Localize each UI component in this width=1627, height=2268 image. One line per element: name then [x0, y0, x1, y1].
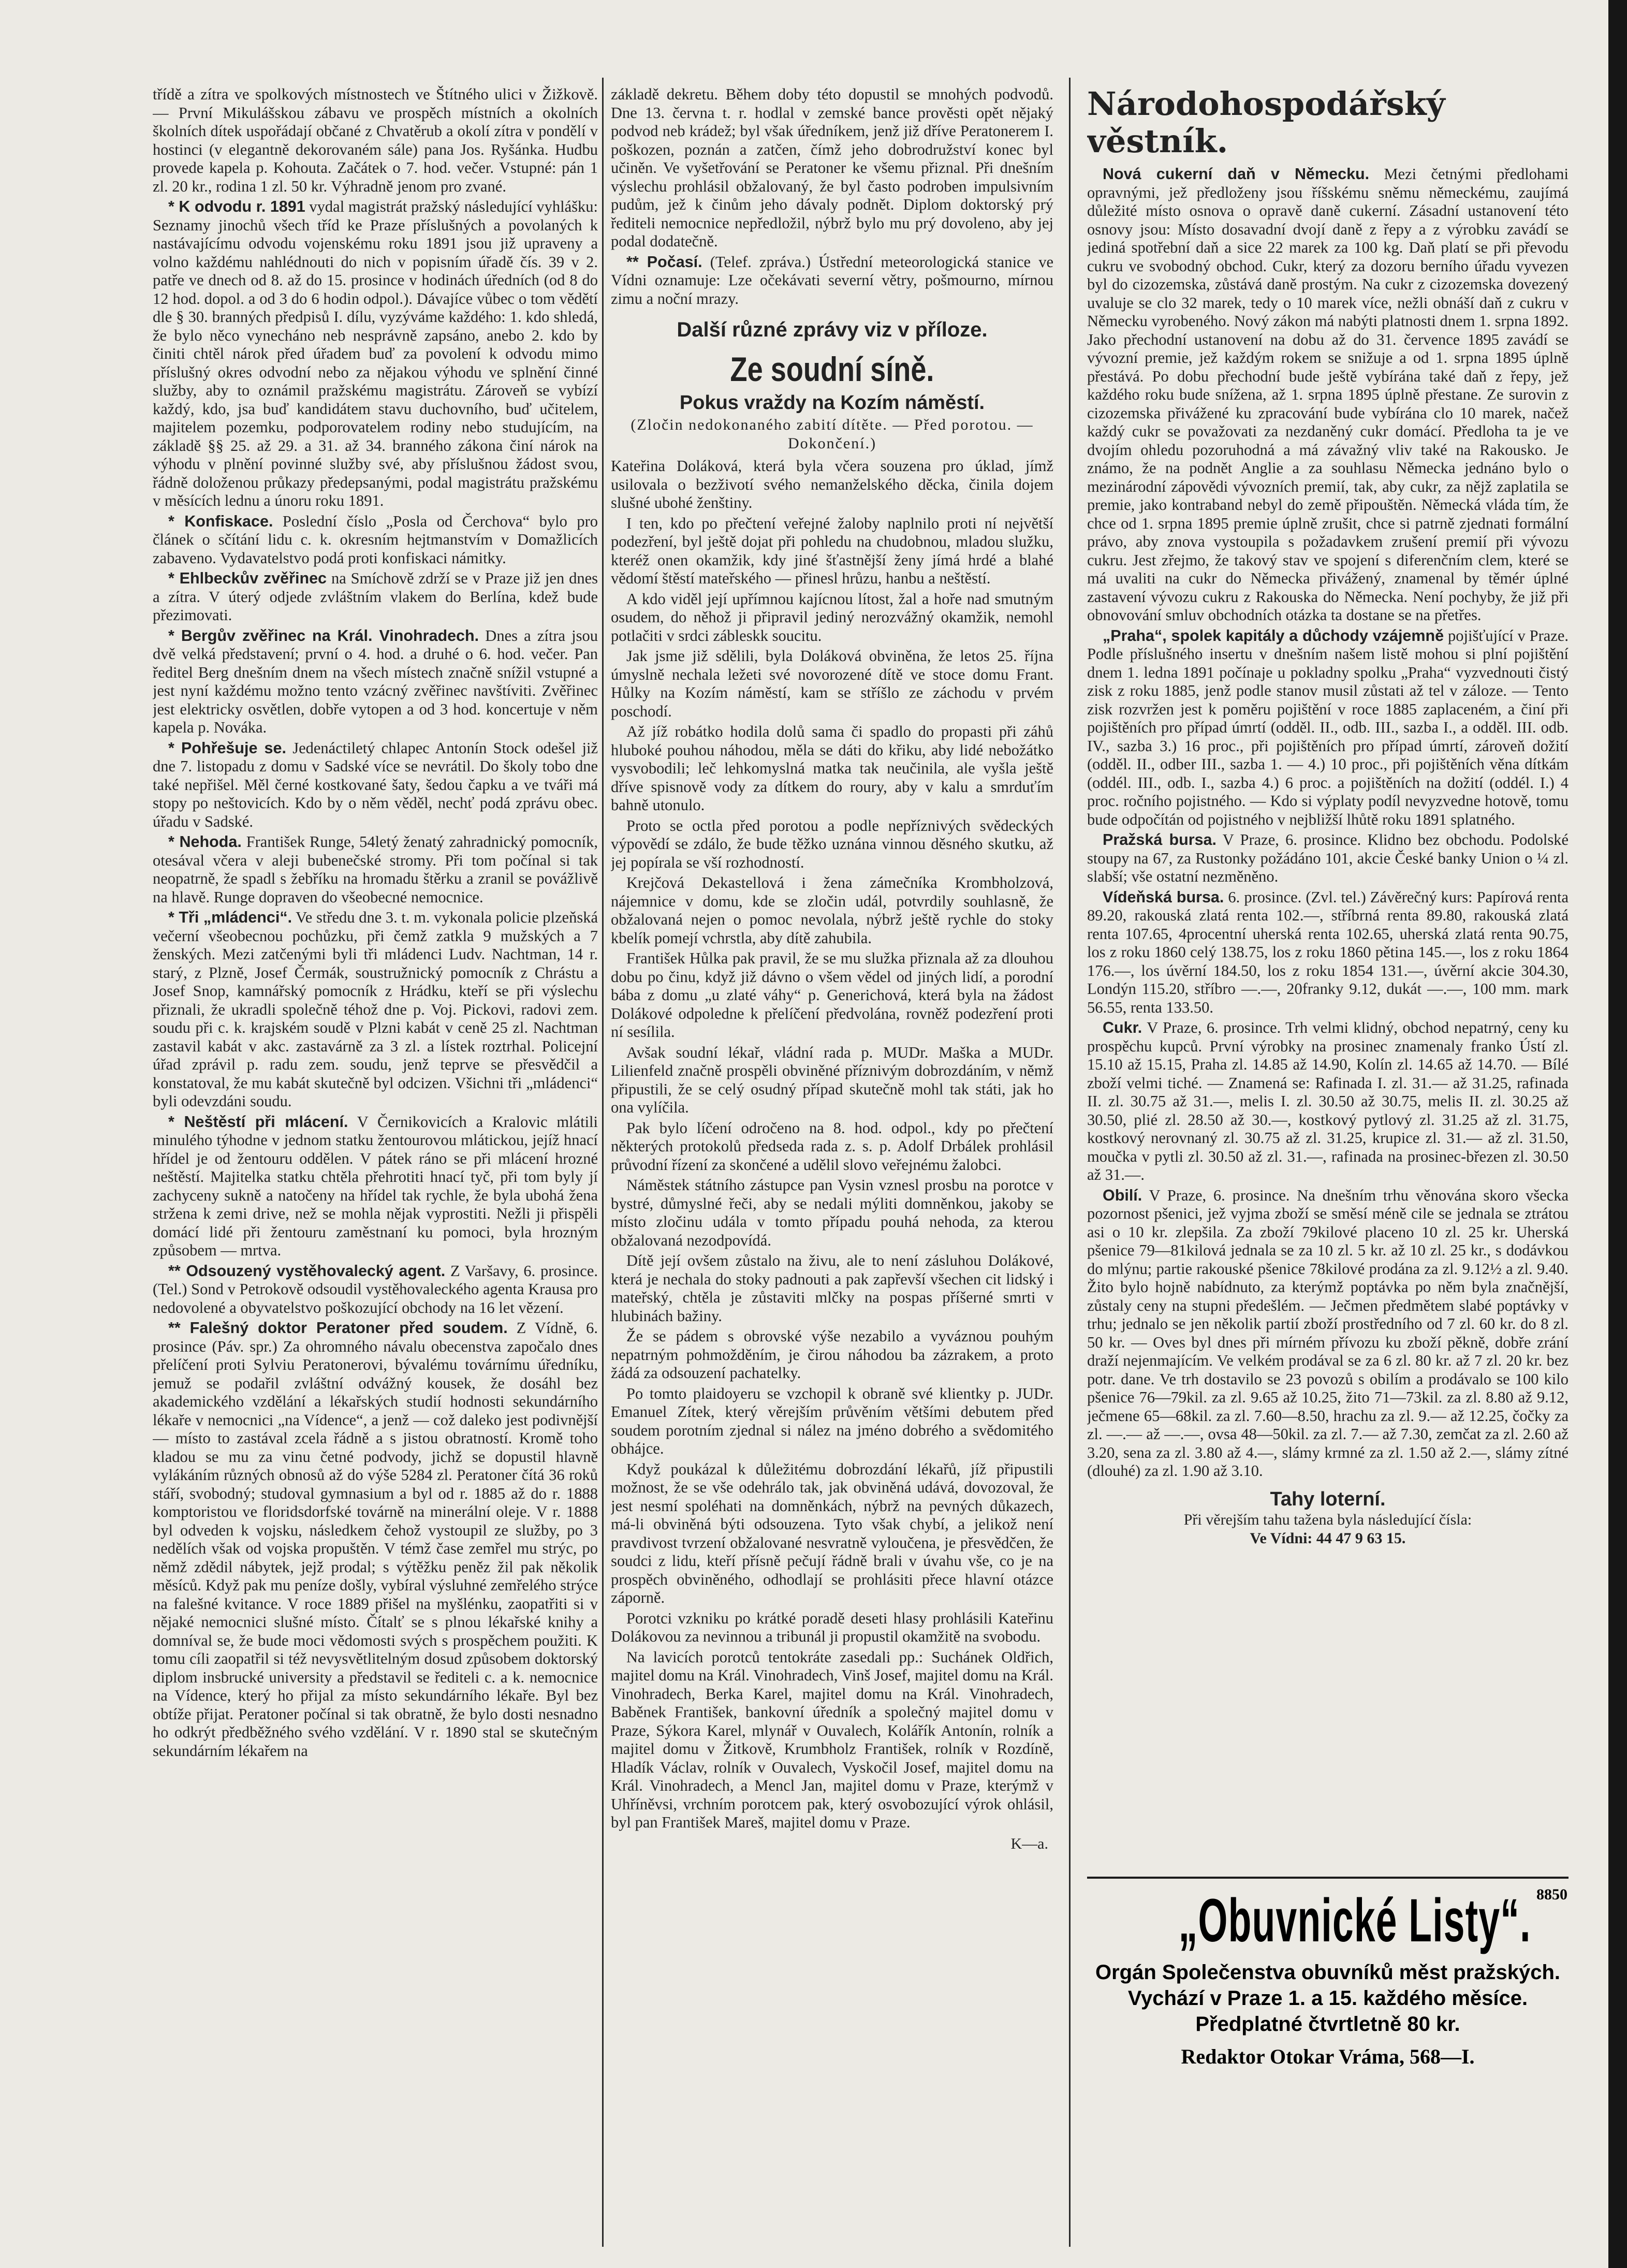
ad-editor: Redaktor Otokar Vráma, 568—I.	[1181, 2045, 1475, 2068]
court-paragraph	[611, 515, 1053, 588]
news-paragraph	[153, 569, 598, 625]
court-paragraph	[611, 1385, 1053, 1458]
news-text: Z Varšavy, 6. prosince. (Tel.) Sond v Petrokově odsoudil vystěhovaleckého agenta Krausa pro nedovolené a obyvatelstvo poškozující obchody na 16 let vězení.	[153, 1262, 598, 1316]
ad-number: 8850	[1536, 1886, 1567, 1903]
economic-headline: Cukr.	[1103, 1019, 1142, 1036]
court-paragraph	[611, 590, 1053, 646]
ad-description: Orgán Společenstva obuvníků měst pražských. Vychází v Praze 1. a 15. každého měsíce. Předplatné čtvrtletně 80 kr.	[1095, 1961, 1561, 2036]
court-text: Na lavicích porotců tentokráte zasedali pp.: Suchánek Oldřich, majitel domu na Král. Vinohradech, Vinš Josef, majitel domu na Král. Vinohradech, Berka Karel, majitel domu na Král. Vinohradech, Baběnek František, bankovní úředník a společný majitel domu v Praze, Sýkora Karel, mlynář v Ouvalech, Kolářík Antonín, rolník a majitel domu v Žitkově, Krumbholz František, rolník v Rozdíně, Hladík Václav, rolník v Ouvalech, Vyskočil Josef, majitel domu na Král. Vinohradech, a Mencl Jan, majitel domu v Praze, kterýmž v Uhříněvsi, vrchním porotcem pak, který osvobozující výrok ohlásil, byl pan František Mareš, majitel domu v Praze.	[611, 1648, 1053, 1831]
news-text: Poslední číslo „Posla od Čerchova“ bylo pro článek o sčítání lidu c. k. okresním hejtmanstvím v Domažlicích zabaveno. Vydavatelstvo podá proti konfiskaci námitky.	[153, 512, 598, 567]
news-headline: * Bergův zvěřinec na Král. Vinohradech.	[168, 626, 479, 645]
news-text: František Runge, 54letý ženatý zahradnický pomocník, otesával včera v aleji bubenečské stromy. Při tom počínal si tak neopatrně, že spadl s žebříku na hromadu štěrku a zranil se povážlivě na hlavě. Runge dopraven do všeobecné nemocnice.	[153, 833, 598, 906]
news-headline: * Pohřešuje se.	[168, 739, 286, 757]
court-section-title: Ze soudní síně.	[730, 350, 934, 388]
news-headline: ** Odsouzený vystěhovalecký agent.	[168, 1262, 446, 1280]
court-paragraph	[611, 1119, 1053, 1175]
economic-text: V Praze, 6. prosince. Klidno bez obchodu. Podolské stoupy na 67, za Rustonky požádáno 101, akcie České banky Union o ¼ zl. slabší; vše ostatní nezměněno.	[1087, 831, 1569, 885]
news-text: V Černikovicích a Kralovic mlátili minulého týhodne v jednom statku žentourovou mlátickou, jejíž hnací hřídel je od žentouru oddělen. V pátek ráno se při mlácení hrozné neštěstí. Majitelka statku chtěla přehrotiti hnací tyč, při tom byly jí zachyceny sukně a natočeny na hřídel tak rychle, že byla ubohá žena stržena k zemi drive, než se mohla nějak vyprostiti. Nežli ji přispěli domácí lidé při žentouru zaměstnaní ku pomoci, byla hrozným způsobem — mrtva.	[153, 1113, 598, 1259]
news-paragraph	[153, 739, 598, 831]
economic-text: pojišťující v Praze. Podle příslušného insertu v dnešním našem listě mohou si plní pojištění dnem 1. ledna 1891 počínaje u pokladny spolku „Praha“ vyzvednouti čistý zisk z roku 1885, jenž podle stanov musil zůstati až tel v záloze. — Tento zisk rozvržen jest k poměru pojištění v roce 1885 zaplaceném, a činí při pojištěních pro případ úmrtí (odděl. II., odb. III., sazba I., a odděl. III. odb. IV., sazba 3.) 16 proc., při pojištěních pro případ úmrtí, zároveň dožití (odděl. II., odber III., sazba 1. — 4.) 10 proc., při pojištěních věna dítkám (oddél. III., odb. I., sazba 4.) 6 proc. a pojištěních na dožití (oddél. I.) 4 proc. ročního pojistného. — Kdo si výplaty podíl nevyzvedne hotově, tomu bude odpočítán od pojistného v nejbližší lhůtě roku 1891 splatného.	[1087, 626, 1569, 828]
news-paragraph	[611, 253, 1053, 309]
economic-paragraph	[1087, 165, 1569, 625]
court-article-subtitle: (Zločin nedokonaného zabití dítěte. — Před porotou. — Dokončení.)	[631, 416, 1034, 452]
court-paragraph	[611, 817, 1053, 872]
column-divider	[1069, 78, 1071, 2247]
court-text: Že se pádem s obrovské výše nezabilo a vyváznou pouhým nepatrným pohmožděním, je čirou náhodou ba zázrakem, a proto žádá za odsouzení pachatelky.	[611, 1327, 1053, 1382]
court-paragraph	[611, 647, 1053, 721]
economic-text: 6. prosince. (Zvl. tel.) Závěrečný kurs: Papírová renta 89.20, rakouská zlatá renta 102.—, stříbrná renta 89.80, rakouská zlatá renta 107.65, 4procentní uherská renta 102.65, uherská zlatá renta 90.75, los z roku 1860 celý 138.75, los z roku 1860 pětina 145.—, los z roku 1864 176.—, los úvěrní 184.50, los z roku 1854 131.—, úvěrní akcie 304.30, Londýn 115.20, stříbro —.—, 20franky 9.12, dukát —.—, 100 mm. mark 56.55, renta 133.50.	[1087, 888, 1569, 1016]
court-paragraph	[611, 1252, 1053, 1325]
advertisement	[1087, 1877, 1569, 2218]
court-paragraph	[611, 1327, 1053, 1383]
economic-headline: Vídeňská bursa.	[1103, 888, 1224, 906]
economic-headline: Nová cukerní daň v Německu.	[1103, 165, 1370, 183]
news-paragraph	[153, 198, 598, 510]
court-paragraph	[611, 874, 1053, 947]
court-text: Po tomto plaidoyeru se vzchopil k obraně své klientky p. JUDr. Emanuel Zítek, který věrejším průvěním většími debutem před soudem porotním zjednal si nález na jméno dobrého a svědomitého obhájce.	[611, 1384, 1053, 1457]
news-paragraph	[153, 909, 598, 1111]
court-text: Proto se octla před porotou a podle nepříznivých svědeckých výpovědí se zdálo, že bude těžko uznána vinnou děsného skutku, až jej popírala se vší rozhodností.	[611, 816, 1053, 871]
news-paragraph	[153, 1319, 598, 1760]
news-paragraph	[611, 85, 1053, 251]
economic-paragraph	[1087, 1187, 1569, 1481]
news-paragraph	[153, 513, 598, 568]
ad-title: „Obuvnické Listy“.	[1178, 1886, 1531, 1955]
news-headline: * Konfiskace.	[168, 512, 273, 530]
economic-headline: Obilí.	[1103, 1186, 1142, 1204]
lottery-subtitle: Při věrejším tahu tažena byla následující čísla:	[1183, 1511, 1472, 1528]
news-text: (Telef. zpráva.) Ústřední meteorologická stanice ve Vídni oznamuje: Lze očekávati severní větry, pošmourno, mírnou zimu a noční mrazy.	[611, 253, 1053, 308]
court-text: Náměstek státního zástupce pan Vysin vznesl prosbu na porotce v bystré, důmyslné řeči, aby se nedali mýliti domněnkou, jakoby se místo zločinu udála v tomto případu pouhá nehoda, za kterou obžalovaná nezodpovídá.	[611, 1176, 1053, 1249]
news-paragraph	[153, 833, 598, 906]
court-paragraph	[611, 1176, 1053, 1250]
news-headline: ** Falešný doktor Peratoner před soudem.	[168, 1319, 508, 1337]
news-headline: * Tři „mládenci“.	[168, 909, 292, 926]
news-paragraph	[153, 85, 598, 196]
economic-headline: Pražská bursa.	[1103, 831, 1216, 848]
court-text: I ten, kdo po přečtení veřejné žaloby naplnilo proti ní největší podezření, byl ještě dojat při pohledu na chudobnou, mladou služku, kteréž onen okamžik, kdy jiné šťastnější ženy jímá hrdé a blahé vědomí štěstí mateřského — přinesl hrůzu, hanbu a neštěstí.	[611, 514, 1053, 587]
news-paragraph	[153, 1113, 598, 1260]
economic-section-body	[1087, 165, 1569, 1481]
court-paragraph	[611, 1044, 1053, 1117]
court-text: Avšak soudní lékař, vládní rada p. MUDr. Maška a MUDr. Lilienfeld značně prospěli obviněné příznivým dobrozdáním, v němž připustili, že se celý osudný případ skutečně mohl tak státi, jak ho ona vylíčila.	[611, 1043, 1053, 1116]
economic-paragraph	[1087, 627, 1569, 829]
news-text: na Smíchově zdrží se v Praze již jen dnes a zítra. V úterý odjede zvláštním vlakem do Berlína, kdež bude přezimovati.	[153, 569, 598, 624]
economic-text: V Praze, 6. prosince. Na dnešním trhu věnována skoro všecka pozornost pšenici, jež vyjma zboží se směsí méně cile se jednala se ztrátou asi o 10 kr. zlepšila. Za zboží 79kilové placeno 10 zl. 25 kr. Uherská pšenice 79—81kilová jednala se za 10 zl. 5 kr. až 10 zl. 25 kr., s dodávkou do mlýnu; partie rakouské pšenice 78kilové prodána za zl. 9.12½ a zl. 9.40. Žito bylo hojně nabídnuto, za kterýmž poptávka po něm byla značnější, zůstaly ceny na stupni předešlém. — Ječmen předmětem slabé poptávky v trhu; jednalo se jen několik partií zboží prostředního od 7 zl. 60 kr. do 8 zl. 50 kr. — Oves byl dnes při mírném přívozu ku zboží pěkně, dobře zrání draží nejenmajícím. Ve velkém prodával se za 6 zl. 80 kr. až 7 zl. 20 kr. bez potr. dane. Ve trh dostavilo se 23 povozů s obilím a prodávalo se 100 kilo pšenice 76—79kil. za zl. 9.65 až 10.25, žito 71—73kil. za zl. 8.80 až 9.12, ječmene 65—68kil. za zl. 7.60—8.50, hrachu za zl. 9.— až 12.25, čočky za zl. —.— až —.—, ovsa 48—50kil. za zl. 7.— až 7.30, zemčat za zl. 2.60 až 3.20, sena za zl. 3.80 až 4.—, slámy krmné za zl. 1.50 až 2.—, slámy zítné (dlouhé) za zl. 1.90 až 3.10.	[1087, 1186, 1569, 1480]
news-headline: * Neštěstí při mlácení.	[168, 1113, 348, 1131]
court-paragraph	[611, 1648, 1053, 1832]
column-divider	[602, 78, 604, 2247]
news-paragraph	[153, 1262, 598, 1318]
court-text: František Hůlka pak pravil, že se mu služka přiznala až za dlouhou dobu po činu, když již dávno o všem vědel od jiných lidí, a porodní bába z domu „u zlaté váhy“ p. Generichová, která byla na žádost Dolákové odpoledne k přelíčení předvolána, rovněž podezření proti ní sesílila.	[611, 949, 1053, 1041]
court-paragraph	[611, 457, 1053, 513]
news-paragraph	[153, 627, 598, 737]
court-text: Až jíž robátko hodila dolů sama či spadlo do propasti při záhů hluboké pouhou náhodou, měla se dáti do křiku, aby lidé nebožátko vysvobodili; leč lehkomyslná matka tak neučinila, ale vyšla ještě dříve spisnově vody za dítkem do roury, aby v kalu a smrduťím bahně utonulo.	[611, 723, 1053, 814]
court-text: Dítě její ovšem zůstalo na živu, ale to není zásluhou Dolákové, která je nechala do stoky padnouti a pak zapřevší všechen cit lidský i mateřský, chtěla je zůstaviti mlčky na pospas příšerné smrti v hlubinách bažiny.	[611, 1252, 1053, 1325]
court-text: Když poukázal k důležitému dobrozdání lékařů, jíž připustili možnost, že se vše odehrálo tak, jak obviněná udává, dovozoval, že jest nesmí spoléhati na domněnkách, nýbrž na pevných důkazech, má-li obviněná býti odsouzena. Tyto však chybí, a jelikož není pravdivost tvrzení obžalované nesvratně vyloučena, je přesvědčen, že soudci z lidu, kteří přísně pečují řádně brali v úvahu vše, co je na prospěch obviněného, odhodlají se prohlásiti přece hlavní otázce záporně.	[611, 1460, 1053, 1606]
news-text: Ve středu dne 3. t. m. vykonala policie plzeňská večerní všeobecnou pochůzku, při čemž zatkla 9 mužských a 7 ženských. Mezi zatčenými byli tři mládenci Ludv. Nachtman, 14 r. starý, z Plzně, Josef Čermák, soustružnický pomocník z Chrástu a Josef Snop, kamnářský pomocník z Hrádku, kteří se při výslechu přiznali, že ukradli společně téhož dne p. Voj. Pickovi, radovi zem. soudu při c. k. krajském soudě v Plzni kabát v ceně 25 zl. Nachtman zastavil kabát v akc. zastavárně za 3 zl. a lístek roztrhal. Policejní úřad zprávil p. radu zem. soudu, jenž teprve se přesvědčil a konstatoval, že mu kabát skutečně byl odcizen. Všichni tři „mládenci“ byli odevzdáni soudu.	[153, 909, 598, 1110]
court-article-body	[611, 457, 1053, 1832]
news-text: Dnes a zítra jsou dvě velká představení; první o 4. hod. a druhé o 6. hod. večer. Pan ředitel Berg dnešním dnem na všech místech značně snížil vstupné a jest nyní každému možno tento vzácný zvěřinec navštíviti. Zvěřinec jest elektricky osvětlen, dobře vytopen a od 3 hod. koncertuje v něm kapela p. Nováka.	[153, 626, 598, 736]
court-paragraph	[611, 949, 1053, 1042]
court-text: Kateřina Doláková, která byla včera souzena pro úklad, jímž usilovala o bezživotí svého nemanželského děcka, činila dojem slušné ubohé ženštiny.	[611, 457, 1053, 511]
ad-divider	[1087, 1877, 1569, 1879]
news-text: vydal magistrát pražský následující vyhlášku: Seznamy jinochů všech tříd ke Praze příslušných a povolaných k nastávajícímu odvodu vojenskému roku 1891 jsou již upraveny a volno každému nahlédnouti do nich v popisním úřadě čís. 39 v 2. patře ve dnech od 8. až do 15. prosince v hodinách úředních (od 8 do 12 hod. dopol. a od 3 do 6 hodin odpol.). Dávajíce vůbec o tom vědětí dle § 30. branných předpisů I. dílu, vyzýváme každého: 1. kdo shledá, že bylo něco vynecháno neb nesprávně zapsáno, anebo 2. kdo by činiti chtěl nárok před úřadem buď za povolení k odvodu mimo příslušný okres odvodní nebo za nějakou výhodu ve splnění činné služby, aby to oznámil pražskému magistrátu. Zároveň se vybízí každý, kdo, jsa buď kandidátem stavu duchovního, buď učitelem, majitelem pozemku, podporovatelem rodiny nebo studujícím, na základě §§ 25. až 29. a 31. až 34. branného zákona činí nárok na výhodu v plnění povinné služby své, aby příslušnou žádost svou, řádně doloženou průkazy předepsanými, podal magistrátu pražskému v měsících lednu a únoru roku 1891.	[153, 198, 598, 509]
news-headline: * K odvodu r. 1891	[168, 198, 305, 215]
economic-headline: „Praha“, spolek kapitály a důchody vzájemně	[1103, 626, 1444, 645]
scan-edge	[1608, 0, 1627, 2268]
news-text: Jedenáctiletý chlapec Antonín Stock odešel již dne 7. listopadu z domu v Sadské více se nevrátil. Do školy tobo dne také nepřišel. Měl černé kostkované šaty, šedou čapku a ve tváři má stopy po neštovicích. Kdo by o něm věděl, nechť podá zprávu obec. úřadu v Sadské.	[153, 739, 598, 830]
news-text: Z Vídně, 6. prosince (Páv. spr.) Za ohromného návalu obecenstva započalo dnes přelíčení proti Sylviu Peratonerovi, bývalému továrnímu úředníku, jemuž se podařil zvláštní odvážný kousek, že dosáhl bez akademického vzdělání a lékařských studií hodnosti sekundárního lékaře v nemocnici „na Vídence“, a jenž — což daleko jest podivnější — místo to zastával zcela řádně a s jistou obratností. Kromě toho kladou se mu za vinu četné podvody, jichž se dopustil hlavně vylákáním různých obnosů až do výše 5284 zl. Peratoner čítá 36 roků stáří, svobodný; studoval gymnasium a byl od r. 1885 až do r. 1888 komptoristou ve floridsdorfské továrně na minerální oleje. V r. 1888 byl odveden k vojsku, následkem čehož vystoupil ze služby, po 3 nedělích však od vojska propuštěn. V témž čase zemřel mu strýc, po němž zdědil nábytek, jejž prodal; s výtěžku peněz žil pak několik měsíců. Když pak mu peníze došly, vybíral výsluhné zemřelého strýce na falešné kvitance. V roce 1889 přišel na myšlénku, zaopatřiti si v nějaké nemocnici slušné místo. Čítalť se s plnou lékařské knihy a domníval se, že bude moci vědomosti svých s prospěchem použiti. K tomu cíli zaopatřil si též nevysvětlitelným dosud způsobem doktorský diplom insbrucké university a představil se řediteli c. a k. nemocnice na Vídence, který ho přijal za místo sekundárního lékaře. Byl bez obtíže přijat. Peratoner počínal si tak obratně, že bylo dosti nesnadno ho odkrýt předběžného svého vzdělání. V r. 1890 stal se skutečným sekundárním lékařem na	[153, 1319, 598, 1760]
court-text: Krejčová Dekastellová i žena zámečníka Krombholzová, nájemnice v domu, kde se zločin udál, potvrdily souhlasně, že obžalovaná nejen o pomoc nevolala, nýbrž ještě rychle do stoky kbelík pomejí vchrstla, aby dítě zahubila.	[611, 874, 1053, 947]
economic-paragraph	[1087, 888, 1569, 1017]
economic-paragraph	[1087, 1019, 1569, 1184]
lottery-numbers: Ve Vídni: 44 47 9 63 15.	[1250, 1529, 1406, 1547]
news-headline: * Nehoda.	[168, 833, 242, 851]
economic-section-title: Národohospodářský věstník.	[1087, 85, 1445, 160]
news-headline: * Ehlbeckův zvěřinec	[168, 569, 327, 587]
lottery-title: Tahy loterní.	[1270, 1488, 1386, 1510]
article-signature: K—a.	[1010, 1835, 1048, 1852]
court-text: A kdo viděl její upřímnou kajícnou lítost, žal a hoře nad smutným osudem, do něhož ji připravil jediný nerozvážný okamžik, nemohl potlačiti v srdci zábleskk soucitu.	[611, 590, 1053, 645]
economic-text: V Praze, 6. prosince. Trh velmi klidný, obchod nepatrný, ceny ku prospěchu kupců. První výrobky na prosinec znamenaly franko Ústí zl. 15.10 až 15.15, Praha zl. 14.85 až 14.90, Kolín zl. 14.65 až 14.70. — Bílé zboží velmi tiché. — Znamená se: Rafinada I. zl. 31.— až 31.25, rafinada II. zl. 30.75 až 31.—, melis I. zl. 30.50 až 30.75, melis II. zl. 30.25 až 30.50, plié zl. 28.50 až 30.—, kostkový pytlový zl. 31.25 až zl. 31.75, kostkový nerovnaný zl. 30.75 až zl. 31.25, krupice zl. 31.— až zl. 31.50, moučka v pytli zl. 30.50 až zl. 31.—, rafinada na prosinec-březen zl. 30.50 až 31.—.	[1087, 1019, 1569, 1183]
court-text: Pak bylo líčení odročeno na 8. hod. odpol., kdy po přečtení některých protokolů předseda rada z. s. p. Adolf Drbálek prohlásil průvodní řízení za skončené a udělil slovo veřejnému žalobci.	[611, 1119, 1053, 1174]
court-paragraph	[611, 723, 1053, 815]
court-paragraph	[611, 1460, 1053, 1607]
news-text: základě dekretu. Během doby této dopustil se mnohých podvodů. Dne 13. června t. r. hodlal v zemské bance prověsti opět nějaký podvod neb krádež; byl však úředníkem, jenž již dříve Peratonerem I. poškozen, poznán a zatčen, čímž jeho dobrodružství konec byl učiněn. Ve vyšetřování se Peratoner ke všemu přiznal. Při dnešním výslechu prohlásil obžalovaný, že byl často podroben impulsivním pudům, jež k činům jeho dávaly podnět. Diplom doktorský prý řediteli nemocnice nepředložil, nýbrž bylo mu prý dovoleno, aby jej podal dodatečně.	[611, 85, 1053, 250]
economic-paragraph	[1087, 831, 1569, 886]
news-text: třídě a zítra ve spolkových místnostech ve Štítného ulici v Žižkově. — První Mikulášskou zábavu ve prospěch místních a okolních školních dítek uspořádají občané z Chvatěrub a okolí zítra v pondělí v hostinci (v elegantně dekorovaném sále) pana Jos. Ryšánka. Hudbu provede kapela p. Kohouta. Začátek o 7. hod. večer. Vstupné: pán 1 zl. 20 kr., rodina 1 zl. 50 kr. Výhradně jenom pro zvané.	[153, 85, 598, 195]
column-middle	[611, 85, 1053, 2234]
court-text: Porotci vzkniku po krátké poradě deseti hlasy prohlásili Kateřinu Dolákovou za nevinnou a tribunál ji propustil okamžitě na svobodu.	[611, 1609, 1053, 1645]
court-article-title: Pokus vraždy na Kozím náměstí.	[679, 392, 985, 414]
court-text: Jak jsme již sdělili, byla Doláková obviněna, že letos 25. října úmyslně nechala ležeti své novorozené dítě ve stoce domu Frant. Hůlky na Kozím náměstí, kam se stříšlo ze záchodu v prvém poschodí.	[611, 647, 1053, 720]
news-continuation	[611, 85, 1053, 308]
more-news-heading: Další různé zprávy viz v příloze.	[677, 318, 988, 341]
court-paragraph	[611, 1609, 1053, 1646]
economic-text: Mezi četnými předlohami opravnými, jež předloženy jsou říšskému sněmu německému, zaujímá důležité místo osnova o opravě daně cukerní. Zásadní ustanovení této osnovy jsou: Místo dosavadní dvojí daně z řepy a z výrobku zavádí se jediná spotřební daň a sice 22 marek za 100 kg. Daň platí se při převodu cukru ve svobodný obchod. Cukr, který za dozoru berního úřadu vyvezen byl do cizozemska, zůstává daně prostým. Na cukr z cizozemska dovezený uvaluje se clo 32 marek, tedy o 10 marek více, nežli obnáší daň z cukru v Německu vyrobeného. Nový zákon má nabýti platnosti dnem 1. srpna 1892. Jako přechodní ustanovení na dobu až do 31. července 1895 zavádí se vývozní premie, jež každým rokem se snižuje a od 1. srpna 1895 úplně přestává. Po dobu přechodní bude ještě vybírána také daň z řepy, jež každého roku bude snížena, až 1. srpna 1895 úplně přestane. Ze surovin z cizozemska přivážené ku zpracování bude vybírána clo 10 marek, načež každý cukr se považovati za nezdaněný cukr domácí. Předloha ta je ve dvojím ohledu pozoruhodná a má závažný vliv také na Rakousko. Je známo, že na podnět Anglie a za souhlasu Německa jednáno bylo o mezinárodní zápovědi vývozních premií, tak, aby cukr, za nějž zaplatila se premie, jako kontraband nebyl do země připouštěn. Německá vláda tím, že chce od 1. srpna 1895 premie úplně zrušit, chce si patrně zjednati formální právo, aby znova vystoupila s požadavkem zrušení premií při vývozu cukru. Jest zřejmo, že takový stav ve spojení s diferenčním clem, které se má uvaliti na cukr do Německa přivážený, znamenal by těmér úplné zastavení vývozu cukru z Rakouska do Německa. Není pochyby, že již při obnovování smluv obchodních otázka ta dostane se na přetřes.	[1087, 165, 1569, 624]
news-headline: ** Počasí.	[626, 253, 702, 271]
column-left	[153, 85, 598, 2234]
